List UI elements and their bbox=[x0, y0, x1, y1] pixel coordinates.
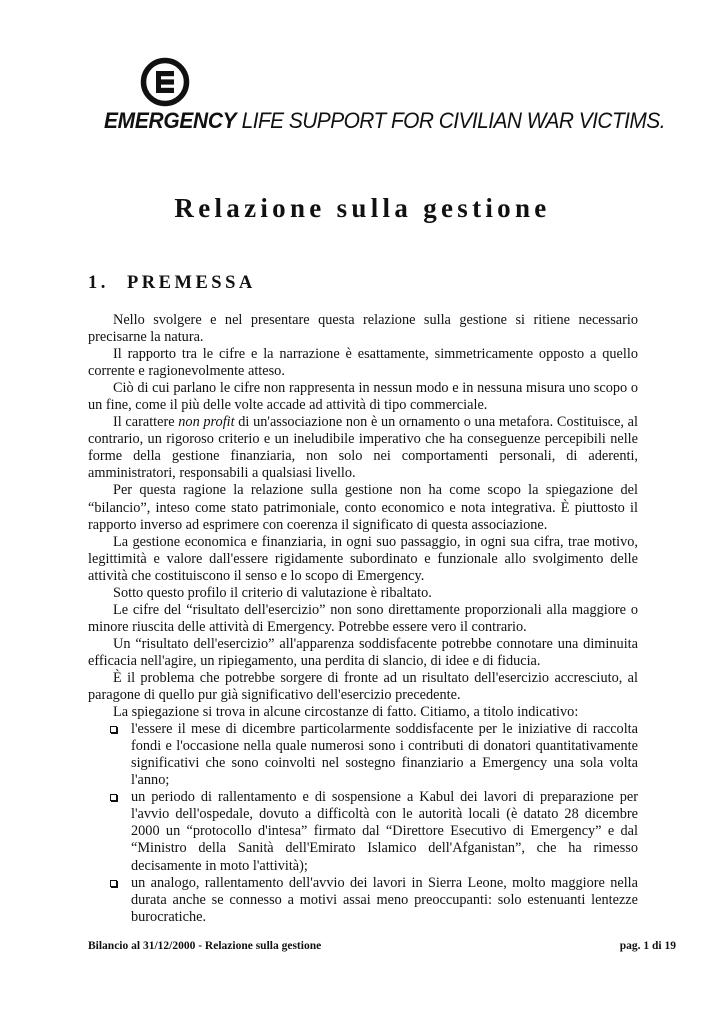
section-heading bbox=[88, 273, 256, 294]
paragraph: La gestione economica e finanziaria, in ogni suo passaggio, in ogni sua cifra, trae motivo, legittimità e valore dall'essere rigidamente subordinato e funzionale allo svolgimento delle attività che costituiscono il senso e lo scopo di Emergency. bbox=[88, 533, 638, 584]
section-number: 1. bbox=[88, 273, 109, 293]
logo-tagline: LIFE SUPPORT FOR CIVILIAN WAR VICTIMS. bbox=[241, 108, 665, 133]
page-number: pag. 1 di 19 bbox=[619, 940, 676, 952]
square-bullet-icon bbox=[110, 726, 117, 733]
paragraph: Sotto questo profilo il criterio di valutazione è ribaltato. bbox=[113, 584, 432, 601]
paragraph: Per questa ragione la relazione sulla gestione non ha come scopo la spiegazione del “bilancio”, inteso come stato patrimoniale, conto economico e nota integrativa. È piuttosto il rapporto inverso ad esprimere con coerenza il significato di questa associazione. bbox=[88, 482, 638, 533]
section-title: PREMESSA bbox=[127, 273, 256, 293]
nonprofit-emphasis: non profit bbox=[178, 414, 235, 431]
paragraph: Il rapporto tra le cifre e la narrazione è esattamente, simmetricamente opposto a quello corrente e ragionevolmente atteso. bbox=[88, 346, 638, 380]
square-bullet-icon bbox=[110, 794, 117, 801]
paragraph: La spiegazione si trova in alcune circostanze di fatto. Citiamo, a titolo indicativo: bbox=[113, 704, 579, 721]
footer-title: Bilancio al 31/12/2000 - Relazione sulla gestione bbox=[88, 940, 322, 952]
body-text bbox=[88, 312, 638, 926]
paragraph: Un “risultato dell'esercizio” all'apparenza soddisfacente potrebbe connotare una diminuita efficacia nell'agire, un ripiegamento, una perdita di slancio, di idee e di fiducia. bbox=[88, 635, 638, 669]
paragraph: Le cifre del “risultato dell'esercizio” non sono direttamente proporzionali alla maggiore o minore riuscita delle attività di Emergency. Potrebbe essere vero il contrario. bbox=[88, 601, 638, 635]
bullet-list bbox=[88, 721, 638, 926]
list-item: un periodo di rallentamento e di sospensione a Kabul dei lavori di preparazione per l'avvio dell'ospedale, dovuto a difficoltà con le autorità locali (è datato 28 dicembre 2000 un “protocollo d'intesa” firmato dal “Direttore Esecutivo di Emergency” e dal “Ministro della Sanità dell'Emirato Islamico dell'Afganistan”, che ha rimesso decisamente in moto l'attività); bbox=[88, 789, 638, 874]
paragraph: Nello svolgere e nel presentare questa relazione sulla gestione si ritiene necessario precisarne la natura. bbox=[88, 312, 638, 346]
logo-brand: EMERGENCY bbox=[104, 108, 237, 133]
paragraph: Ciò di cui parlano le cifre non rappresenta in nessun modo e in nessuna misura uno scopo o un fine, come il più delle volte accade ad attività di tipo commerciale. bbox=[88, 380, 638, 414]
logo-wordmark bbox=[104, 108, 665, 134]
emergency-logo-icon bbox=[140, 57, 190, 107]
list-item: un analogo, rallentamento dell'avvio dei lavori in Sierra Leone, molto maggiore nella durata anche se connesso a motivi assai meno preoccupanti: solo estenuanti lentezze burocratiche. bbox=[88, 875, 638, 926]
square-bullet-icon bbox=[110, 880, 117, 887]
paragraph-nonprofit: Il carattere non profit di un'associazione non è un ornamento o una metafora. Costituisce, al contrario, un rigoroso criterio e un ineludibile imperativo che ha conseguenze percepibili nelle forme della gestione finanziaria, non solo nei comportamenti personali, di aderenti, amministratori, responsabili a qualsiasi livello. bbox=[88, 414, 638, 482]
list-item: l'essere il mese di dicembre particolarmente soddisfacente per le iniziative di raccolta fondi e l'occasione nella quale numerosi sono i contributi di donatori quantitativamente significativi che sono coinvolti nel sostegno finanziario a Emergency una sola volta l'anno; bbox=[88, 721, 638, 789]
page-title: Relazione sulla gestione bbox=[174, 193, 551, 223]
paragraph: È il problema che potrebbe sorgere di fronte ad un risultato dell'esercizio accresciuto, al paragone di quello pur già significativo dell'esercizio precedente. bbox=[88, 669, 638, 704]
